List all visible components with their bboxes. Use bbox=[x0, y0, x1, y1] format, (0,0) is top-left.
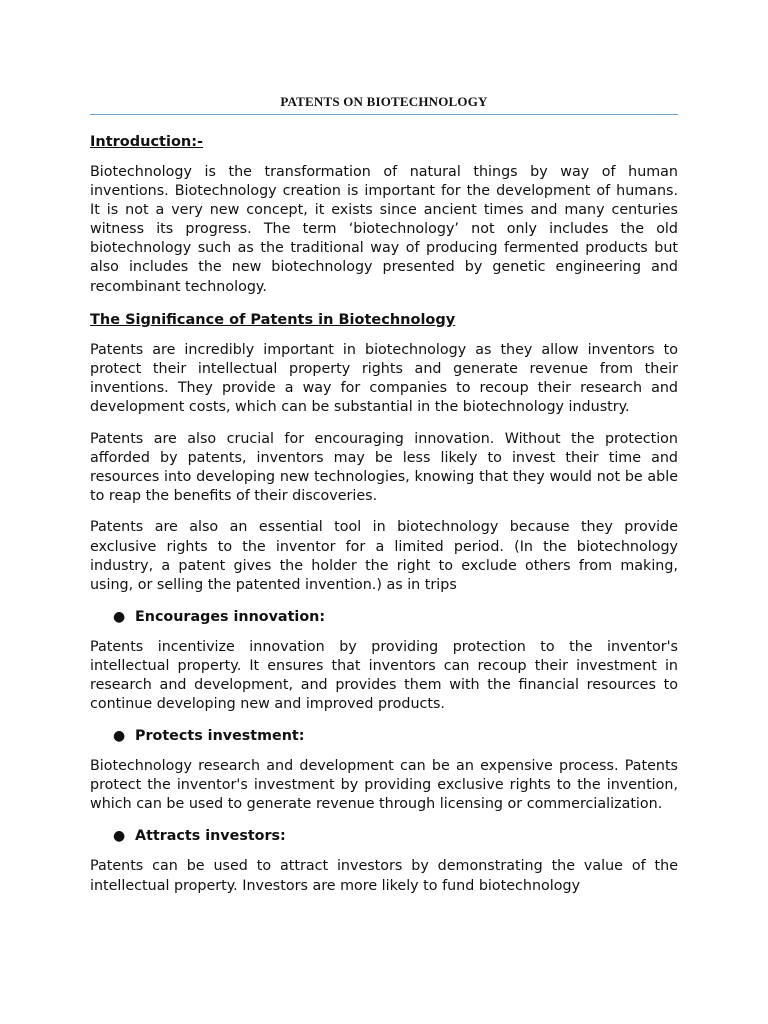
document-page bbox=[90, 0, 678, 896]
bullet-protects-investment bbox=[90, 726, 678, 746]
bullet-dot-icon: ● bbox=[113, 828, 126, 845]
bullet-label: Encourages innovation: bbox=[135, 608, 326, 625]
bullet-dot-icon: ● bbox=[113, 728, 126, 745]
significance-heading: The Significance of Patents in Biotechnology bbox=[90, 311, 456, 328]
bullet-attracts-investors bbox=[90, 826, 678, 846]
bullet-label: Attracts investors: bbox=[135, 828, 286, 845]
encourages-innovation-paragraph: Patents incentivize innovation by providing protection to the inventor's intellectual property. It ensures that inventors can recoup their investment in research and development, and provides them with the financial resources to continue developing new and improved products. bbox=[90, 638, 678, 713]
bullet-dot-icon: ● bbox=[113, 608, 126, 625]
document-title: PATENTS ON BIOTECHNOLOGY bbox=[90, 94, 678, 115]
introduction-heading: Introduction:- bbox=[90, 134, 204, 150]
significance-paragraph-1: Patents are incredibly important in biotechnology as they allow inventors to protect their intellectual property rights and generate revenue from their inventions. They provide a way for companies to recoup their research and development costs, which can be substantial in the biotechnology industry. bbox=[90, 341, 678, 415]
bullet-encourages-innovation bbox=[90, 607, 678, 627]
protects-investment-paragraph: Biotechnology research and development can be an expensive process. Patents protect the inventor's investment by providing exclusive rights to the invention, which can be used to generate revenue through licensing or commercialization. bbox=[90, 758, 678, 813]
attracts-investors-paragraph: Patents can be used to attract investors by demonstrating the value of the intellectual property. Investors are more likely to fund biotechnology bbox=[90, 858, 678, 894]
introduction-paragraph: Biotechnology is the transformation of natural things by way of human inventions. Biotechnology creation is important for the development of humans. It is not a very new concept, it exists since ancient times and many centuries witness its progress. The term ‘biotechnology’ not only includes the old biotechnology such as the traditional way of producing fermented products but also includes the new biotechnology presented by genetic engineering and recombinant technology. bbox=[90, 164, 678, 295]
significance-paragraph-2: Patents are also crucial for encouraging innovation. Without the protection afforded by patents, inventors may be less likely to invest their time and resources into developing new technologies, knowing that they would not be able to reap the benefits of their discoveries. bbox=[90, 430, 678, 504]
bullet-label: Protects investment: bbox=[135, 728, 305, 745]
significance-paragraph-3: Patents are also an essential tool in biotechnology because they provide exclusive rights to the inventor for a limited period. (In the biotechnology industry, a patent gives the holder the right to exclude others from making, using, or selling the patented invention.) as in trips bbox=[90, 519, 678, 593]
